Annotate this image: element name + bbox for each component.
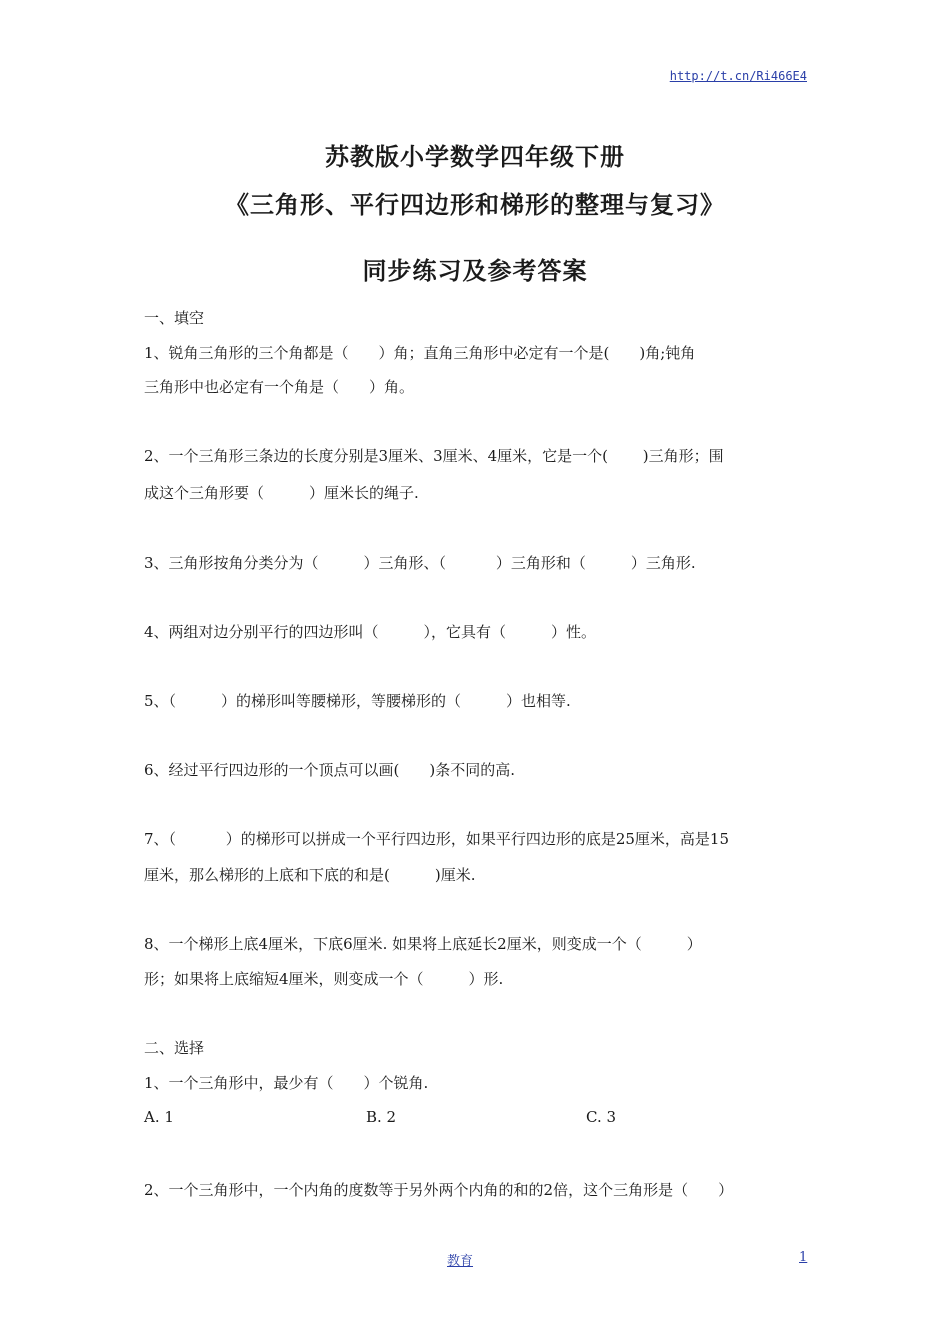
question-8-line-2: 形；如果将上底缩短4厘米，则变成一个（ ）形. [144, 970, 504, 988]
question-8-line-1: 8、一个梯形上底4厘米，下底6厘米. 如果将上底延长2厘米，则变成一个（ ） [144, 935, 702, 953]
option-b: B. 2 [366, 1108, 397, 1126]
option-a: A. 1 [144, 1108, 174, 1126]
page-title: 苏教版小学数学四年级下册 [325, 142, 625, 171]
header-link[interactable]: http://t.cn/Ri466E4 [669, 69, 807, 83]
question-5: 5、（ ）的梯形叫等腰梯形，等腰梯形的（ ）也相等. [144, 692, 571, 710]
question-3: 3、三角形按角分类分为（ ）三角形、（ ）三角形和（ ）三角形. [144, 554, 696, 572]
choice-question-1: 1、一个三角形中，最少有（ ）个锐角. [144, 1074, 429, 1092]
section-heading-fill: 一、填空 [144, 309, 205, 327]
question-6: 6、经过平行四边形的一个顶点可以画( )条不同的高. [144, 761, 516, 779]
question-2-line-2: 成这个三角形要（ ）厘米长的绳子. [144, 484, 419, 502]
question-1-line-1: 1、锐角三角形的三个角都是（ ）角；直角三角形中必定有一个是( )角;钝角 [144, 344, 696, 362]
page-subtitle-2: 同步练习及参考答案 [362, 256, 588, 285]
page-subtitle: 《三角形、平行四边形和梯形的整理与复习》 [225, 190, 725, 219]
question-1-line-2: 三角形中也必定有一个角是（ ）角。 [144, 378, 415, 396]
question-4: 4、两组对边分别平行的四边形叫（ ），它具有（ ）性。 [144, 623, 597, 641]
choice-question-2: 2、一个三角形中，一个内角的度数等于另外两个内角的和的2倍，这个三角形是（ ） [144, 1181, 734, 1199]
question-7-line-1: 7、（ ）的梯形可以拼成一个平行四边形，如果平行四边形的底是25厘米，高是15 [144, 830, 729, 848]
question-2-line-1: 2、一个三角形三条边的长度分别是3厘米、3厘米、4厘米，它是一个( )三角形；围 [144, 447, 724, 465]
question-7-line-2: 厘米，那么梯形的上底和下底的和是( )厘米. [144, 866, 476, 884]
option-c: C. 3 [586, 1108, 617, 1126]
page-number[interactable]: 1 [799, 1250, 808, 1265]
footer-link[interactable]: 教育 [447, 1254, 474, 1269]
section-heading-choice: 二、选择 [144, 1039, 205, 1057]
